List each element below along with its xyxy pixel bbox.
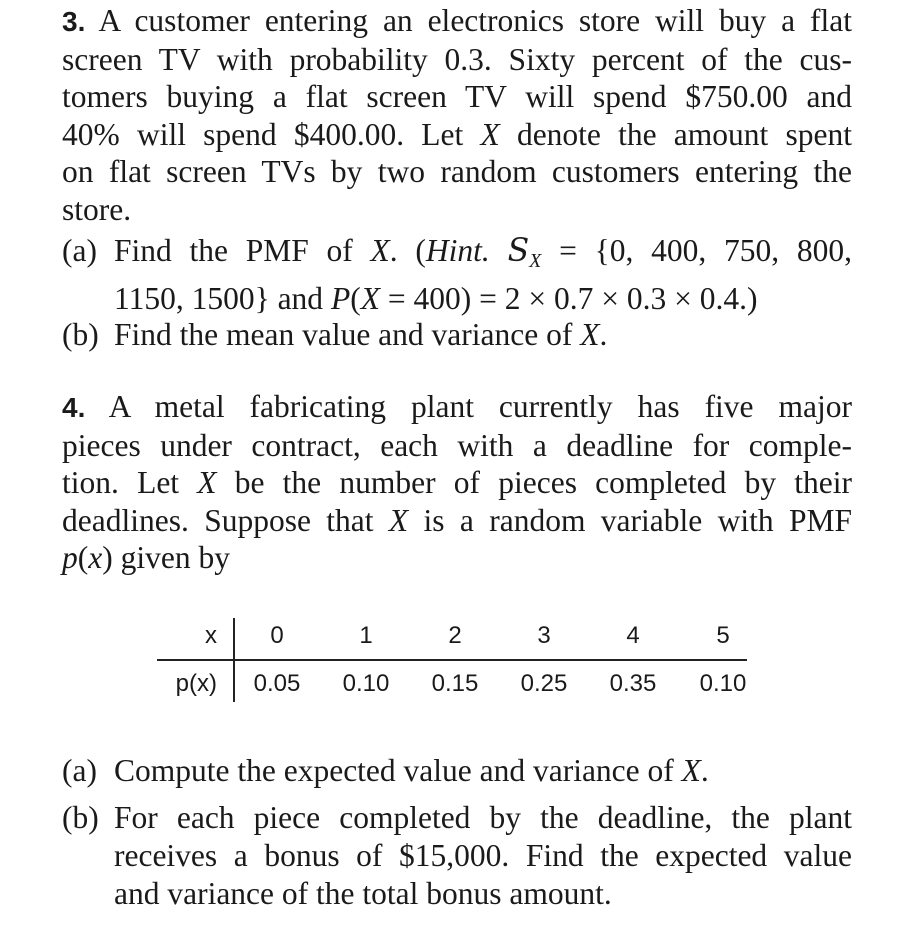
- pmf-table: [157, 618, 757, 708]
- part-a-line-1: Compute the expected value and variance of X.: [114, 753, 709, 788]
- part-b-line-3: and variance of the total bonus amount.: [114, 876, 612, 911]
- problem-3-line-5: on flat screen TVs by two random customers entering the: [62, 154, 852, 189]
- problem-4-line-1: 4. A metal fabricating plant currently has five major: [62, 389, 852, 424]
- table-x-cell: 2: [448, 622, 462, 649]
- table-p-label: p(x): [175, 670, 217, 697]
- table-x-cell: 4: [626, 622, 640, 649]
- problem-3-line-2: screen TV with probability 0.3. Sixty percent of the cus-: [62, 41, 852, 77]
- problem-3-number: 3.: [62, 6, 86, 37]
- part-b-line-1: Find the mean value and variance of X.: [114, 317, 608, 352]
- part-b-line-1: For each piece completed by the deadline, the plant: [114, 800, 852, 835]
- table-p-cell: 0.10: [699, 670, 747, 697]
- problem-4: [62, 388, 852, 577]
- problem-3-line-6: store.: [62, 191, 132, 227]
- part-a-line-1: Find the PMF of X. (Hint. $S_X = \{0$, 400, 750, 800,: [114, 233, 853, 272]
- part-label: (a): [62, 753, 97, 788]
- part-label: (a): [62, 233, 97, 268]
- problem-4-part-b: [62, 799, 852, 913]
- problem-4-line-2: pieces under contract, each with a deadline for comple-: [62, 427, 852, 463]
- problem-3-part-b: [62, 316, 852, 354]
- table-p-cell: 0.15: [431, 670, 479, 697]
- problem-4-line-4: deadlines. Suppose that X is a random variable with PMF: [62, 502, 853, 538]
- problem-3: [62, 2, 852, 228]
- problem-4-part-a: [62, 752, 852, 790]
- problem-4-line-3: tion. Let X be the number of pieces completed by their: [62, 465, 852, 500]
- table-p-cell: 0.05: [253, 670, 301, 697]
- problem-4-number: 4.: [62, 392, 86, 423]
- table-x-cell: 5: [716, 622, 730, 649]
- table-p-cell: 0.35: [609, 670, 657, 697]
- part-label: (b): [62, 317, 99, 352]
- problem-3-line-3: tomers buying a flat screen TV will spend $750.00 and: [62, 79, 852, 114]
- problem-4-line-5: p(x) given by: [62, 540, 230, 575]
- problem-3-part-a: [62, 232, 852, 318]
- table-p-cell: 0.10: [342, 670, 390, 697]
- table-p-cell: 0.25: [520, 670, 568, 697]
- part-b-line-2: receives a bonus of $15,000. Find the expected value: [114, 838, 852, 873]
- table-x-cell: 1: [359, 622, 373, 649]
- table-x-cell: 3: [537, 622, 551, 649]
- part-label: (b): [62, 800, 99, 835]
- table-x-cell: 0: [270, 622, 284, 649]
- problem-3-line-1: 3. A customer entering an electronics store will buy a flat: [62, 3, 852, 38]
- table-x-label: x: [205, 622, 217, 649]
- problem-3-line-4: 40% will spend $400.00. Let X denote the amount spent: [62, 116, 852, 152]
- table-horizontal-rule: [157, 659, 747, 661]
- part-a-line-2: 1150, 1500} and P(X = 400) = 2 × 0.7 × 0.3 × 0.4.): [114, 281, 758, 316]
